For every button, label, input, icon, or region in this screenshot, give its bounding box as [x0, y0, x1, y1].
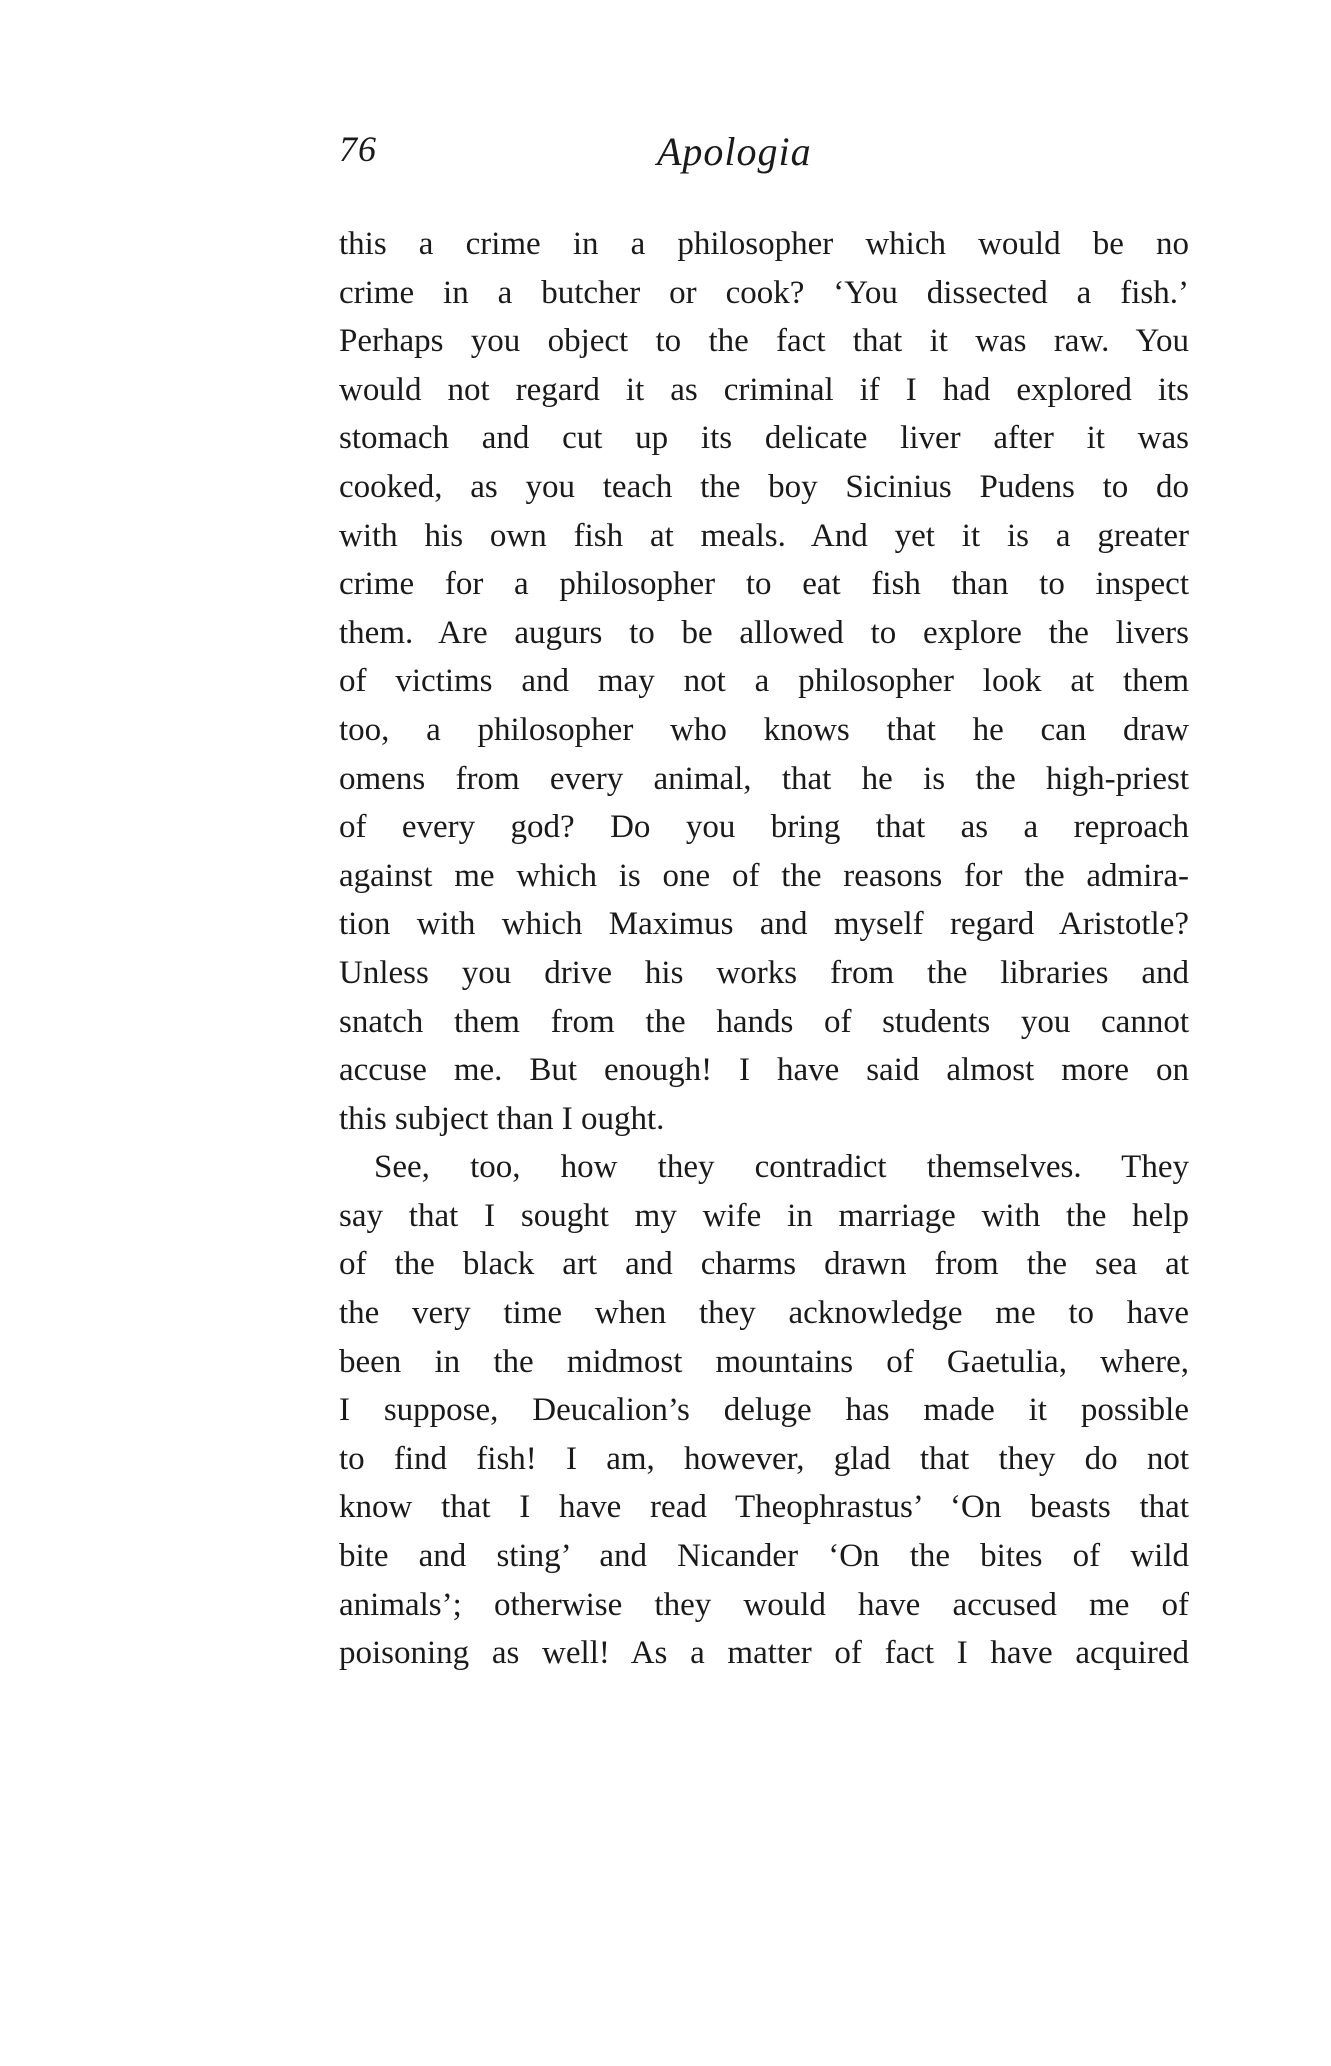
text-line: would not regard it as criminal if I had explored its: [339, 371, 1189, 408]
text-line: omens from every animal, that he is the high-priest: [339, 760, 1189, 797]
text-line: crime for a philosopher to eat fish than to inspect: [339, 566, 1189, 603]
text-line-paragraph-start: See, too, how they contradict themselves. They: [374, 1149, 1189, 1186]
text-line: stomach and cut up its delicate liver after it was: [339, 420, 1189, 457]
text-line: been in the midmost mountains of Gaetulia, where,: [339, 1343, 1189, 1380]
text-line: tion with which Maximus and myself regard Aristotle?: [339, 906, 1189, 943]
text-line: cooked, as you teach the boy Sicinius Pudens to do: [339, 468, 1189, 505]
text-line: poisoning as well! As a matter of fact I have acquired: [339, 1635, 1189, 1672]
text-line: this a crime in a philosopher which would be no: [339, 226, 1189, 262]
text-line: accuse me. But enough! I have said almost more on: [339, 1052, 1189, 1089]
body-text: [339, 220, 1189, 1678]
text-line: snatch them from the hands of students you cannot: [339, 1003, 1189, 1040]
text-line: with his own fish at meals. And yet it is a greater: [339, 517, 1189, 554]
text-line: animals’; otherwise they would have accused me of: [339, 1586, 1189, 1623]
text-line: bite and sting’ and Nicander ‘On the bites of wild: [339, 1538, 1189, 1575]
page-number: 76: [339, 129, 377, 169]
text-line: know that I have read Theophrastus’ ‘On beasts that: [339, 1489, 1189, 1526]
running-title: Apologia: [657, 129, 812, 174]
text-line: of every god? Do you bring that as a reproach: [339, 809, 1189, 846]
text-line: Perhaps you object to the fact that it was raw. You: [339, 323, 1189, 360]
text-line: this subject than I ought.: [339, 1100, 665, 1137]
text-line: too, a philosopher who knows that he can draw: [339, 711, 1189, 748]
text-line: say that I sought my wife in marriage with the help: [339, 1197, 1189, 1234]
text-line: of the black art and charms drawn from the sea at: [339, 1246, 1189, 1283]
text-line: to find fish! I am, however, glad that they do not: [339, 1440, 1189, 1477]
text-line: Unless you drive his works from the libraries and: [339, 954, 1189, 991]
text-line: the very time when they acknowledge me to have: [339, 1295, 1189, 1332]
text-line: crime in a butcher or cook? ‘You dissected a fish.’: [339, 274, 1189, 311]
text-line: of victims and may not a philosopher look at them: [339, 663, 1189, 700]
text-line: them. Are augurs to be allowed to explore the livers: [339, 614, 1189, 651]
text-line: against me which is one of the reasons for the admira-: [339, 857, 1189, 894]
page-header: [339, 128, 1189, 188]
text-line: I suppose, Deucalion’s deluge has made it possible: [339, 1392, 1189, 1429]
